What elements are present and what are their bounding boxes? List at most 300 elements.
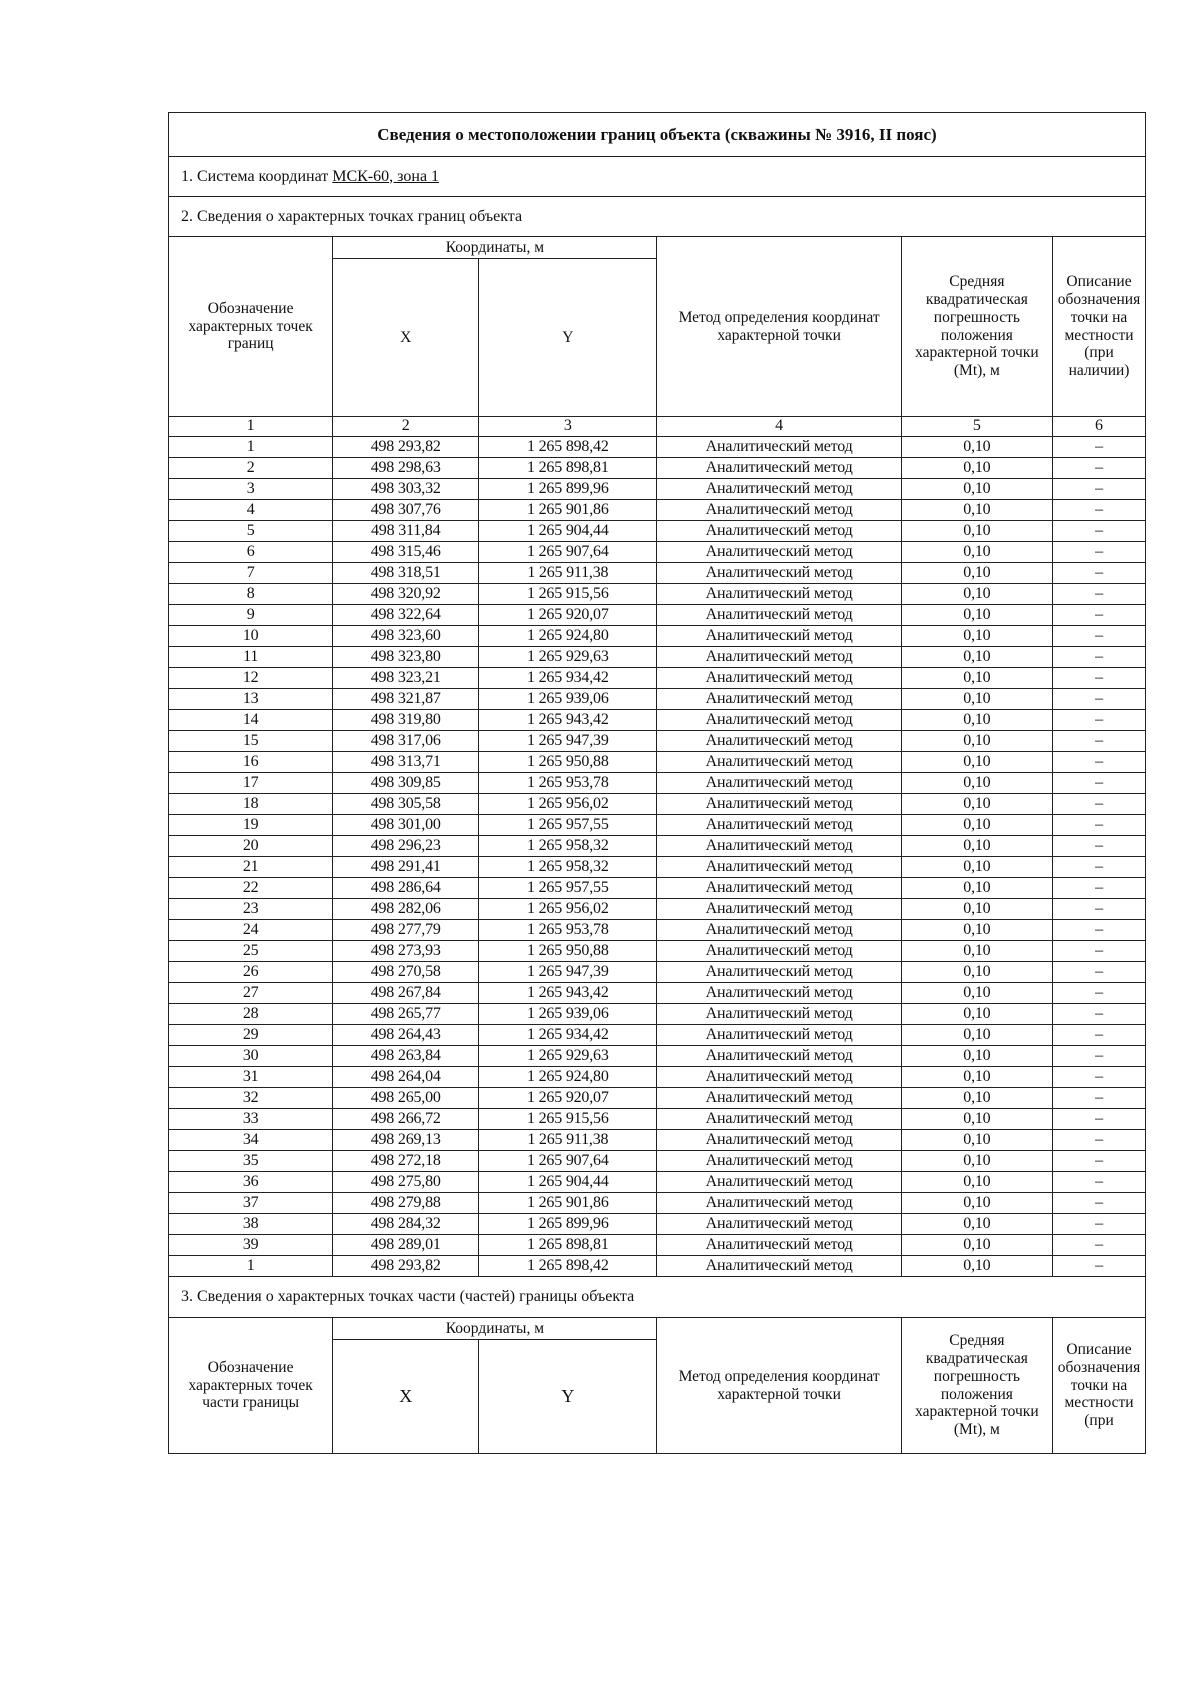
col-number: 5 [901, 417, 1052, 437]
table-row [169, 836, 1146, 857]
table-row [169, 1067, 1146, 1088]
description: – [1053, 962, 1146, 983]
error-value: 0,10 [901, 920, 1052, 941]
point-number: 22 [169, 878, 333, 899]
point-number: 6 [169, 542, 333, 563]
error-value: 0,10 [901, 962, 1052, 983]
method: Аналитический метод [657, 1172, 901, 1193]
error-value: 0,10 [901, 857, 1052, 878]
x-coordinate: 498 279,88 [333, 1193, 479, 1214]
description: – [1053, 920, 1146, 941]
error-value: 0,10 [901, 815, 1052, 836]
x-coordinate: 498 319,80 [333, 710, 479, 731]
col-number: 1 [169, 417, 333, 437]
x-coordinate: 498 263,84 [333, 1046, 479, 1067]
point-number: 4 [169, 500, 333, 521]
point-number: 39 [169, 1235, 333, 1256]
description: – [1053, 626, 1146, 647]
table-row [169, 605, 1146, 626]
y-coordinate: 1 265 956,02 [479, 794, 657, 815]
point-number: 35 [169, 1151, 333, 1172]
method: Аналитический метод [657, 689, 901, 710]
part-boundary-points-table [168, 1317, 1146, 1454]
point-number: 8 [169, 584, 333, 605]
col-number: 3 [479, 417, 657, 437]
description: – [1053, 1256, 1146, 1277]
method: Аналитический метод [657, 479, 901, 500]
y-coordinate: 1 265 907,64 [479, 542, 657, 563]
x-coordinate: 498 273,93 [333, 941, 479, 962]
method: Аналитический метод [657, 710, 901, 731]
y-coordinate: 1 265 898,42 [479, 1256, 657, 1277]
x-coordinate: 498 293,82 [333, 437, 479, 458]
y-coordinate: 1 265 924,80 [479, 626, 657, 647]
method: Аналитический метод [657, 500, 901, 521]
method: Аналитический метод [657, 1235, 901, 1256]
point-number: 29 [169, 1025, 333, 1046]
method: Аналитический метод [657, 563, 901, 584]
method: Аналитический метод [657, 1193, 901, 1214]
point-number: 2 [169, 458, 333, 479]
point-number: 10 [169, 626, 333, 647]
y-coordinate: 1 265 956,02 [479, 899, 657, 920]
method: Аналитический метод [657, 1151, 901, 1172]
method: Аналитический метод [657, 584, 901, 605]
y-coordinate: 1 265 957,55 [479, 815, 657, 836]
y-coordinate: 1 265 920,07 [479, 1088, 657, 1109]
description: – [1053, 899, 1146, 920]
description: – [1053, 983, 1146, 1004]
y-coordinate: 1 265 901,86 [479, 1193, 657, 1214]
table-row [169, 1235, 1146, 1256]
error-value: 0,10 [901, 1025, 1052, 1046]
point-number: 11 [169, 647, 333, 668]
table-row [169, 920, 1146, 941]
description: – [1053, 815, 1146, 836]
x-coordinate: 498 317,06 [333, 731, 479, 752]
point-number: 16 [169, 752, 333, 773]
point-number: 20 [169, 836, 333, 857]
method: Аналитический метод [657, 899, 901, 920]
error-value: 0,10 [901, 1193, 1052, 1214]
description: – [1053, 500, 1146, 521]
col-number: 6 [1053, 417, 1146, 437]
point-number: 3 [169, 479, 333, 500]
y-coordinate: 1 265 898,81 [479, 458, 657, 479]
point-number: 27 [169, 983, 333, 1004]
x-coordinate: 498 269,13 [333, 1130, 479, 1151]
error-value: 0,10 [901, 458, 1052, 479]
method: Аналитический метод [657, 1046, 901, 1067]
y-coordinate: 1 265 934,42 [479, 668, 657, 689]
description: – [1053, 458, 1146, 479]
method: Аналитический метод [657, 647, 901, 668]
error-value: 0,10 [901, 500, 1052, 521]
description: – [1053, 1046, 1146, 1067]
error-value: 0,10 [901, 983, 1052, 1004]
method: Аналитический метод [657, 1214, 901, 1235]
y-coordinate: 1 265 898,42 [479, 437, 657, 458]
method: Аналитический метод [657, 941, 901, 962]
document-sheet [168, 112, 1146, 1454]
table-row [169, 962, 1146, 983]
point-number: 7 [169, 563, 333, 584]
description: – [1053, 878, 1146, 899]
header-description: Описание обозначения точки на местности (при наличии) [1053, 237, 1146, 417]
method: Аналитический метод [657, 1004, 901, 1025]
method: Аналитический метод [657, 542, 901, 563]
error-value: 0,10 [901, 668, 1052, 689]
table-row [169, 1172, 1146, 1193]
point-number: 18 [169, 794, 333, 815]
table-row [169, 1025, 1146, 1046]
y-coordinate: 1 265 958,32 [479, 836, 657, 857]
error-value: 0,10 [901, 1214, 1052, 1235]
y-coordinate: 1 265 957,55 [479, 878, 657, 899]
point-number: 38 [169, 1214, 333, 1235]
point-number: 15 [169, 731, 333, 752]
error-value: 0,10 [901, 899, 1052, 920]
x-coordinate: 498 266,72 [333, 1109, 479, 1130]
y-coordinate: 1 265 929,63 [479, 647, 657, 668]
table-row [169, 1193, 1146, 1214]
x-coordinate: 498 284,32 [333, 1214, 479, 1235]
method: Аналитический метод [657, 605, 901, 626]
x-coordinate: 498 315,46 [333, 542, 479, 563]
x-coordinate: 498 301,00 [333, 815, 479, 836]
x-coordinate: 498 323,21 [333, 668, 479, 689]
table-row [169, 584, 1146, 605]
table-row [169, 1004, 1146, 1025]
table-row [169, 878, 1146, 899]
description: – [1053, 479, 1146, 500]
table-row [169, 1256, 1146, 1277]
method: Аналитический метод [657, 857, 901, 878]
description: – [1053, 668, 1146, 689]
x-coordinate: 498 275,80 [333, 1172, 479, 1193]
description: – [1053, 1172, 1146, 1193]
table-row [169, 1088, 1146, 1109]
y-coordinate: 1 265 953,78 [479, 773, 657, 794]
error-value: 0,10 [901, 647, 1052, 668]
table-row [169, 500, 1146, 521]
method: Аналитический метод [657, 458, 901, 479]
y-coordinate: 1 265 939,06 [479, 1004, 657, 1025]
error-value: 0,10 [901, 941, 1052, 962]
method: Аналитический метод [657, 878, 901, 899]
t3-header-x: X [333, 1340, 479, 1454]
points-body [169, 437, 1146, 1277]
y-coordinate: 1 265 943,42 [479, 983, 657, 1004]
table-row [169, 1151, 1146, 1172]
method: Аналитический метод [657, 626, 901, 647]
y-coordinate: 1 265 898,81 [479, 1235, 657, 1256]
y-coordinate: 1 265 920,07 [479, 605, 657, 626]
point-number: 28 [169, 1004, 333, 1025]
description: – [1053, 1214, 1146, 1235]
method: Аналитический метод [657, 1256, 901, 1277]
method: Аналитический метод [657, 773, 901, 794]
method: Аналитический метод [657, 1067, 901, 1088]
x-coordinate: 498 277,79 [333, 920, 479, 941]
method: Аналитический метод [657, 668, 901, 689]
point-number: 36 [169, 1172, 333, 1193]
description: – [1053, 1193, 1146, 1214]
section2-heading: 2. Сведения о характерных точках границ объекта [168, 196, 1146, 236]
description: – [1053, 647, 1146, 668]
method: Аналитический метод [657, 1109, 901, 1130]
x-coordinate: 498 270,58 [333, 962, 479, 983]
section3-heading: 3. Сведения о характерных точках части (частей) границы объекта [168, 1277, 1146, 1317]
point-number: 33 [169, 1109, 333, 1130]
table-row [169, 815, 1146, 836]
header-coords: Координаты, м [333, 237, 657, 259]
y-coordinate: 1 265 934,42 [479, 1025, 657, 1046]
y-coordinate: 1 265 911,38 [479, 1130, 657, 1151]
method: Аналитический метод [657, 752, 901, 773]
x-coordinate: 498 298,63 [333, 458, 479, 479]
error-value: 0,10 [901, 710, 1052, 731]
x-coordinate: 498 322,64 [333, 605, 479, 626]
error-value: 0,10 [901, 542, 1052, 563]
error-value: 0,10 [901, 836, 1052, 857]
x-coordinate: 498 296,23 [333, 836, 479, 857]
x-coordinate: 498 267,84 [333, 983, 479, 1004]
error-value: 0,10 [901, 1109, 1052, 1130]
coordinate-system-value: МСК-60, зона 1 [332, 167, 440, 185]
table-row [169, 794, 1146, 815]
y-coordinate: 1 265 939,06 [479, 689, 657, 710]
table-row [169, 941, 1146, 962]
description: – [1053, 731, 1146, 752]
y-coordinate: 1 265 947,39 [479, 731, 657, 752]
table-row [169, 458, 1146, 479]
point-number: 1 [169, 437, 333, 458]
description: – [1053, 1235, 1146, 1256]
point-number: 17 [169, 773, 333, 794]
header-y: Y [479, 259, 657, 417]
y-coordinate: 1 265 953,78 [479, 920, 657, 941]
y-coordinate: 1 265 915,56 [479, 584, 657, 605]
y-coordinate: 1 265 929,63 [479, 1046, 657, 1067]
description: – [1053, 689, 1146, 710]
x-coordinate: 498 313,71 [333, 752, 479, 773]
point-number: 26 [169, 962, 333, 983]
point-number: 19 [169, 815, 333, 836]
method: Аналитический метод [657, 836, 901, 857]
x-coordinate: 498 293,82 [333, 1256, 479, 1277]
method: Аналитический метод [657, 521, 901, 542]
x-coordinate: 498 265,00 [333, 1088, 479, 1109]
coordinate-system-label: 1. Система координат [181, 167, 329, 185]
description: – [1053, 836, 1146, 857]
error-value: 0,10 [901, 479, 1052, 500]
x-coordinate: 498 291,41 [333, 857, 479, 878]
error-value: 0,10 [901, 689, 1052, 710]
table-row [169, 710, 1146, 731]
description: – [1053, 1109, 1146, 1130]
description: – [1053, 563, 1146, 584]
error-value: 0,10 [901, 437, 1052, 458]
document-title: Сведения о местоположении границ объекта (скважины № 3916, II пояс) [168, 112, 1146, 156]
table-row [169, 1046, 1146, 1067]
method: Аналитический метод [657, 983, 901, 1004]
table-row [169, 563, 1146, 584]
y-coordinate: 1 265 901,86 [479, 500, 657, 521]
error-value: 0,10 [901, 1256, 1052, 1277]
table-row [169, 752, 1146, 773]
table-row [169, 773, 1146, 794]
x-coordinate: 498 320,92 [333, 584, 479, 605]
t3-header-description: Описание обозначения точки на местности (при [1053, 1318, 1146, 1454]
x-coordinate: 498 309,85 [333, 773, 479, 794]
table-row [169, 1214, 1146, 1235]
error-value: 0,10 [901, 563, 1052, 584]
x-coordinate: 498 264,04 [333, 1067, 479, 1088]
description: – [1053, 1151, 1146, 1172]
point-number: 13 [169, 689, 333, 710]
x-coordinate: 498 282,06 [333, 899, 479, 920]
table-row [169, 689, 1146, 710]
x-coordinate: 498 264,43 [333, 1025, 479, 1046]
description: – [1053, 605, 1146, 626]
t3-header-coords: Координаты, м [333, 1318, 657, 1340]
y-coordinate: 1 265 950,88 [479, 941, 657, 962]
y-coordinate: 1 265 904,44 [479, 521, 657, 542]
y-coordinate: 1 265 943,42 [479, 710, 657, 731]
table-row [169, 1130, 1146, 1151]
description: – [1053, 521, 1146, 542]
x-coordinate: 498 289,01 [333, 1235, 479, 1256]
error-value: 0,10 [901, 1046, 1052, 1067]
method: Аналитический метод [657, 920, 901, 941]
coordinate-system-line [168, 156, 1146, 196]
x-coordinate: 498 286,64 [333, 878, 479, 899]
x-coordinate: 498 311,84 [333, 521, 479, 542]
method: Аналитический метод [657, 437, 901, 458]
error-value: 0,10 [901, 1130, 1052, 1151]
col-number: 2 [333, 417, 479, 437]
point-number: 32 [169, 1088, 333, 1109]
point-number: 9 [169, 605, 333, 626]
t3-header-method: Метод определения координат характерной точки [657, 1318, 901, 1454]
method: Аналитический метод [657, 731, 901, 752]
method: Аналитический метод [657, 1025, 901, 1046]
point-number: 24 [169, 920, 333, 941]
point-number: 34 [169, 1130, 333, 1151]
method: Аналитический метод [657, 815, 901, 836]
x-coordinate: 498 305,58 [333, 794, 479, 815]
description: – [1053, 941, 1146, 962]
error-value: 0,10 [901, 752, 1052, 773]
t3-header-designation: Обозначение характерных точек части границы [169, 1318, 333, 1454]
point-number: 31 [169, 1067, 333, 1088]
error-value: 0,10 [901, 1067, 1052, 1088]
y-coordinate: 1 265 958,32 [479, 857, 657, 878]
y-coordinate: 1 265 907,64 [479, 1151, 657, 1172]
t3-header-error: Средняя квадратическая погрешность положения характерной точки (Mt), м [901, 1318, 1052, 1454]
description: – [1053, 1004, 1146, 1025]
x-coordinate: 498 318,51 [333, 563, 479, 584]
y-coordinate: 1 265 899,96 [479, 1214, 657, 1235]
description: – [1053, 1067, 1146, 1088]
method: Аналитический метод [657, 794, 901, 815]
description: – [1053, 1025, 1146, 1046]
header-error: Средняя квадратическая погрешность положения характерной точки (Mt), м [901, 237, 1052, 417]
description: – [1053, 752, 1146, 773]
x-coordinate: 498 321,87 [333, 689, 479, 710]
x-coordinate: 498 323,80 [333, 647, 479, 668]
point-number: 30 [169, 1046, 333, 1067]
description: – [1053, 857, 1146, 878]
error-value: 0,10 [901, 878, 1052, 899]
error-value: 0,10 [901, 1151, 1052, 1172]
error-value: 0,10 [901, 773, 1052, 794]
table-row [169, 542, 1146, 563]
table-row [169, 437, 1146, 458]
boundary-points-table [168, 236, 1146, 1277]
column-numbers-row [169, 417, 1146, 437]
table-row [169, 1109, 1146, 1130]
y-coordinate: 1 265 947,39 [479, 962, 657, 983]
description: – [1053, 584, 1146, 605]
header-method: Метод определения координат характерной точки [657, 237, 901, 417]
table-row [169, 479, 1146, 500]
error-value: 0,10 [901, 1172, 1052, 1193]
y-coordinate: 1 265 915,56 [479, 1109, 657, 1130]
table-row [169, 668, 1146, 689]
error-value: 0,10 [901, 731, 1052, 752]
table-row [169, 857, 1146, 878]
point-number: 14 [169, 710, 333, 731]
point-number: 37 [169, 1193, 333, 1214]
x-coordinate: 498 307,76 [333, 500, 479, 521]
header-designation: Обозначение характерных точек границ [169, 237, 333, 417]
point-number: 21 [169, 857, 333, 878]
y-coordinate: 1 265 950,88 [479, 752, 657, 773]
x-coordinate: 498 323,60 [333, 626, 479, 647]
y-coordinate: 1 265 924,80 [479, 1067, 657, 1088]
method: Аналитический метод [657, 1130, 901, 1151]
method: Аналитический метод [657, 1088, 901, 1109]
error-value: 0,10 [901, 1004, 1052, 1025]
method: Аналитический метод [657, 962, 901, 983]
description: – [1053, 437, 1146, 458]
y-coordinate: 1 265 899,96 [479, 479, 657, 500]
description: – [1053, 773, 1146, 794]
error-value: 0,10 [901, 626, 1052, 647]
table-row [169, 983, 1146, 1004]
point-number: 5 [169, 521, 333, 542]
x-coordinate: 498 303,32 [333, 479, 479, 500]
description: – [1053, 1130, 1146, 1151]
error-value: 0,10 [901, 1088, 1052, 1109]
table-row [169, 899, 1146, 920]
table-row [169, 521, 1146, 542]
t3-header-y: Y [479, 1340, 657, 1454]
table-row [169, 626, 1146, 647]
error-value: 0,10 [901, 584, 1052, 605]
table-row [169, 647, 1146, 668]
description: – [1053, 542, 1146, 563]
description: – [1053, 710, 1146, 731]
col-number: 4 [657, 417, 901, 437]
x-coordinate: 498 272,18 [333, 1151, 479, 1172]
y-coordinate: 1 265 904,44 [479, 1172, 657, 1193]
x-coordinate: 498 265,77 [333, 1004, 479, 1025]
point-number: 23 [169, 899, 333, 920]
description: – [1053, 1088, 1146, 1109]
